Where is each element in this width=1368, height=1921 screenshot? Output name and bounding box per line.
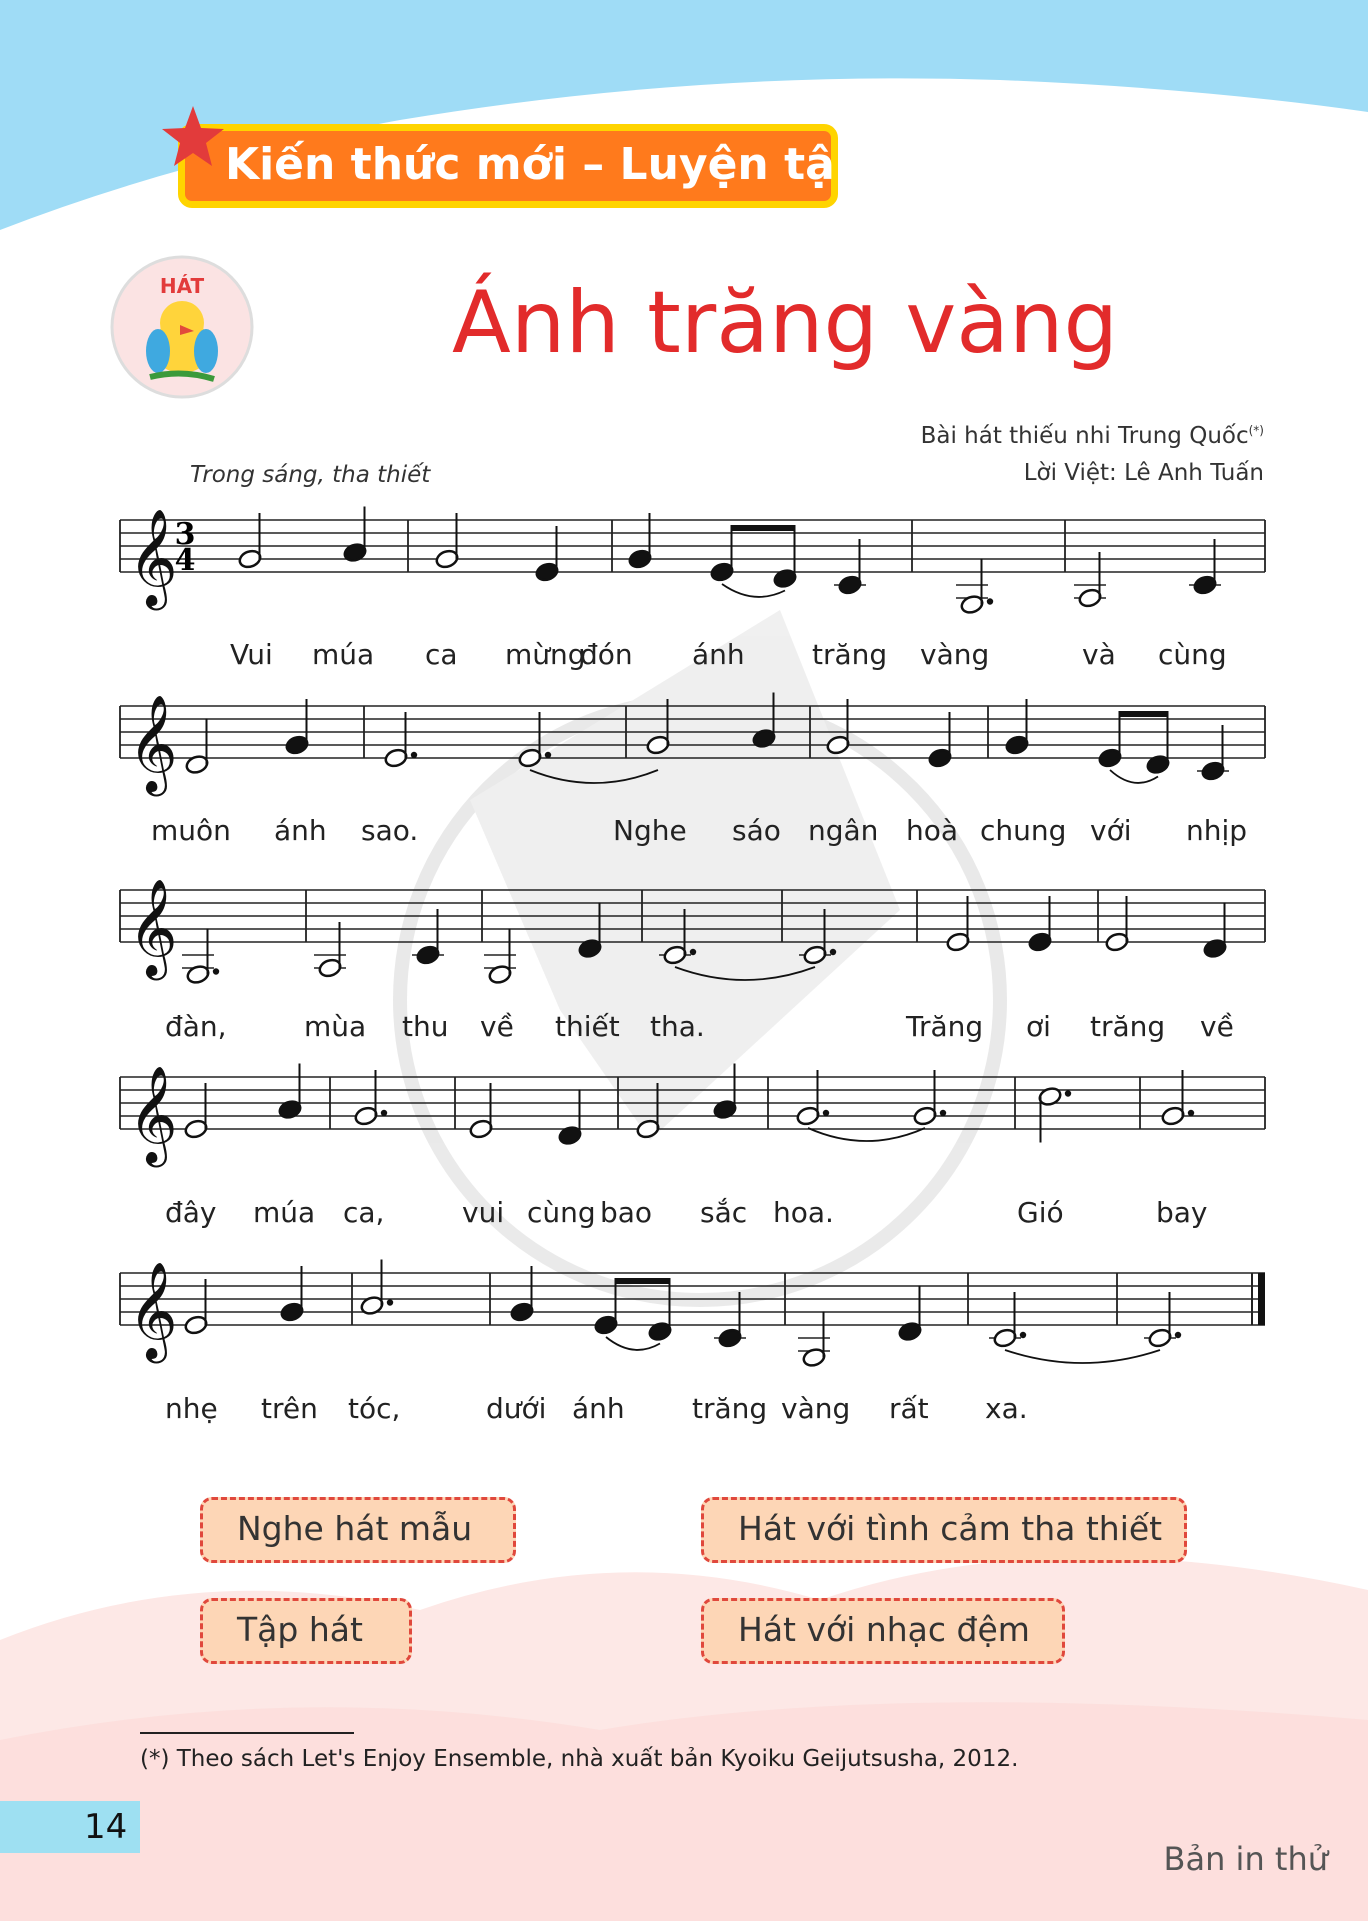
lyric-word: trăng [1090,1010,1166,1043]
note-dot [381,1110,387,1116]
note-dot [545,752,551,758]
lyric-word: Gió [1017,1196,1064,1229]
lyric-word: vàng [920,638,990,671]
footnote: (*) Theo sách Let's Enjoy Ensemble, nhà xuất bản Kyoiku Geijutsusha, 2012. [140,1746,1019,1772]
lyric-word: rất [889,1392,929,1425]
lyric-word: múa [312,638,375,671]
final-bar-thick [1258,1273,1265,1325]
lyric-word: mùa [304,1010,367,1043]
lyric-word: hoa. [773,1196,834,1229]
activity-listen[interactable]: Nghe hát mẫu [200,1497,516,1563]
note-dot [987,598,993,604]
note-dot [411,752,417,758]
lyric-word: và [1082,638,1116,671]
page-number: 14 [84,1807,128,1847]
lyric-word: hoà [906,814,959,847]
lyric-word: tha. [650,1010,705,1043]
lyric-word: Trăng [906,1010,984,1043]
note-dot [830,949,836,955]
lyric-word: xa. [985,1392,1028,1425]
section-title: Kiến thức mới – Luyện tập [225,139,867,190]
lyric-word: mừng [505,638,586,671]
tie [1005,1350,1160,1363]
treble-clef-icon: 𝄞 [128,1261,178,1359]
lyric-word: múa [253,1196,316,1229]
lyric-word: thu [402,1010,449,1043]
lyric-word: sáo [732,814,781,847]
lyric-word: với [1090,814,1132,847]
page-number-tab [0,1801,140,1853]
activity-practice[interactable]: Tập hát [200,1598,412,1664]
lyric-word: trăng [692,1392,768,1425]
lyric-word: Vui [230,638,273,671]
lyric-word: bay [1156,1196,1208,1229]
lyric-word: bao [600,1196,653,1229]
lyric-word: dưới [486,1392,547,1425]
lyric-word: đây [165,1196,217,1229]
activity-sing-with-feeling[interactable]: Hát với tình cảm tha thiết [701,1497,1187,1563]
lyric-word: muôn [151,814,231,847]
song-origin-text: Bài hát thiếu nhi Trung Quốc [920,423,1249,449]
lyric-word: Nghe [613,814,687,847]
tie [808,1128,925,1141]
lyric-word: trên [261,1392,318,1425]
lyric-word: tóc, [348,1392,401,1425]
slur [722,584,785,597]
lyric-word: chung [980,814,1067,847]
lyric-word: ca, [343,1196,385,1229]
time-signature-bottom: 4 [174,543,196,578]
treble-clef-icon: 𝄞 [128,878,178,976]
note-dot [213,968,219,974]
lyric-word: ngân [808,814,879,847]
footnote-divider [140,1732,354,1734]
time-signature-top: 3 [174,517,196,552]
treble-clef-icon: 𝄞 [128,1065,178,1163]
lyric-word: vui [462,1196,505,1229]
note-dot [1188,1110,1194,1116]
lyric-word: ca [425,638,458,671]
tie [675,967,815,980]
treble-clef-icon: 𝄞 [128,694,178,792]
lyric-word: cùng [1158,638,1227,671]
note-dot [387,1299,393,1305]
lyric-word: ánh [692,638,745,671]
lyric-word: thiết [555,1010,620,1043]
note-dot [940,1110,946,1116]
lyric-word: ánh [572,1392,625,1425]
lyricist: Lời Việt: Lê Anh Tuấn [1023,460,1264,486]
lyric-word: vàng [781,1392,851,1425]
note-dot [1065,1090,1071,1096]
lyric-word: ơi [1026,1010,1051,1043]
lyric-word: trăng [812,638,888,671]
tempo-marking: Trong sáng, tha thiết [190,462,431,488]
lyric-word: sao. [361,814,419,847]
draft-mark: Bản in thử [1163,1840,1328,1878]
lyric-word: sắc [700,1196,748,1229]
note-dot [690,949,696,955]
tie [530,770,658,783]
note-dot [823,1110,829,1116]
footnote-marker: (*) [1248,423,1264,438]
lyric-word: về [480,1010,514,1043]
lyric-word: ánh [274,814,327,847]
lyric-word: đón [580,638,633,671]
lyric-word: nhẹ [165,1392,218,1425]
treble-clef-icon: 𝄞 [128,508,178,606]
activity-sing-with-accompaniment[interactable]: Hát với nhạc đệm [701,1598,1065,1664]
badge-label: HÁT [159,274,205,298]
lyric-word: cùng [527,1196,596,1229]
lyric-word: đàn, [165,1010,227,1043]
note-dot [1175,1332,1181,1338]
lyric-word: về [1200,1010,1234,1043]
song-title: Ánh trăng vàng [452,273,1119,373]
lyric-word: nhịp [1186,814,1248,847]
note-dot [1020,1332,1026,1338]
